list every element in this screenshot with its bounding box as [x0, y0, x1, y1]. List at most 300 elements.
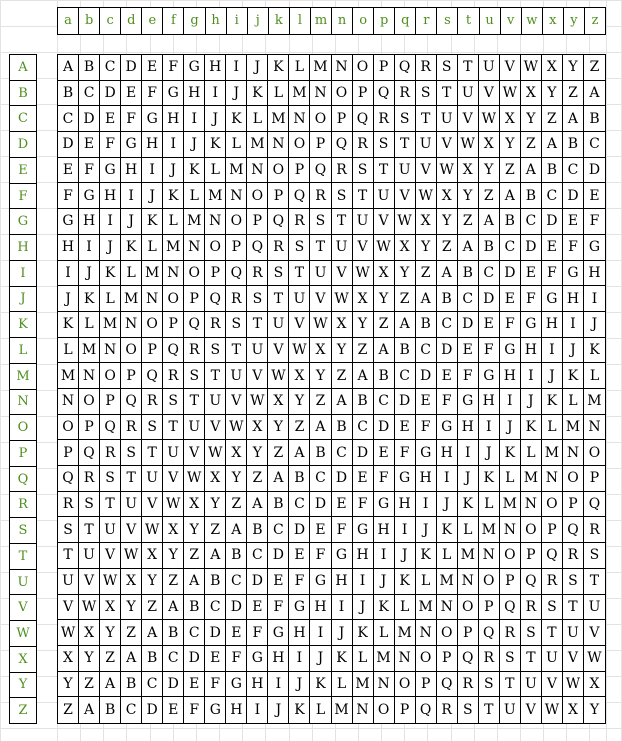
table-cell[interactable]: U [353, 209, 374, 235]
table-cell[interactable]: L [458, 517, 479, 543]
table-cell[interactable]: R [395, 81, 416, 107]
table-cell[interactable]: I [58, 261, 79, 287]
table-cell[interactable]: M [205, 183, 226, 209]
table-cell[interactable]: W [353, 261, 374, 287]
table-cell[interactable]: X [268, 389, 289, 415]
table-cell[interactable]: N [374, 672, 395, 698]
table-cell[interactable]: E [247, 595, 268, 621]
table-cell[interactable]: G [458, 389, 479, 415]
row-header-cell[interactable]: J [10, 286, 36, 312]
table-cell[interactable]: P [289, 158, 310, 184]
table-cell[interactable]: N [58, 389, 79, 415]
table-cell[interactable]: T [142, 440, 163, 466]
table-cell[interactable]: Z [479, 183, 500, 209]
table-cell[interactable]: Q [100, 415, 121, 441]
table-cell[interactable]: L [479, 492, 500, 518]
row-header-cell[interactable]: S [10, 517, 36, 543]
table-cell[interactable]: B [479, 235, 500, 261]
table-cell[interactable]: N [142, 286, 163, 312]
table-cell[interactable]: P [500, 569, 521, 595]
table-cell[interactable]: R [584, 517, 605, 543]
column-header-cell[interactable]: w [521, 8, 542, 34]
table-cell[interactable]: B [79, 55, 100, 81]
table-cell[interactable]: P [416, 672, 437, 698]
table-cell[interactable]: I [437, 466, 458, 492]
table-cell[interactable]: W [184, 466, 205, 492]
table-cell[interactable]: D [100, 81, 121, 107]
table-cell[interactable]: H [458, 415, 479, 441]
table-cell[interactable]: H [563, 286, 584, 312]
table-cell[interactable]: K [479, 466, 500, 492]
table-cell[interactable]: U [416, 132, 437, 158]
table-cell[interactable]: V [205, 415, 226, 441]
table-cell[interactable]: X [374, 261, 395, 287]
table-cell[interactable]: B [247, 517, 268, 543]
table-cell[interactable]: Q [58, 466, 79, 492]
table-cell[interactable]: S [121, 440, 142, 466]
column-header-cell[interactable]: o [352, 8, 373, 34]
column-header-cell[interactable]: g [183, 8, 204, 34]
table-cell[interactable]: N [184, 235, 205, 261]
table-cell[interactable]: S [353, 158, 374, 184]
table-cell[interactable]: G [563, 261, 584, 287]
table-cell[interactable]: S [58, 517, 79, 543]
table-cell[interactable]: Z [226, 492, 247, 518]
table-cell[interactable]: Q [268, 209, 289, 235]
table-cell[interactable]: G [521, 312, 542, 338]
row-header-cell[interactable]: Q [10, 466, 36, 492]
table-cell[interactable]: Y [458, 183, 479, 209]
table-cell[interactable]: D [374, 415, 395, 441]
table-cell[interactable]: B [458, 261, 479, 287]
table-cell[interactable]: V [332, 261, 353, 287]
table-cell[interactable]: Y [289, 389, 310, 415]
table-cell[interactable]: A [584, 81, 605, 107]
table-cell[interactable]: W [121, 543, 142, 569]
table-cell[interactable]: N [458, 569, 479, 595]
table-cell[interactable]: T [268, 286, 289, 312]
table-cell[interactable]: R [332, 158, 353, 184]
table-cell[interactable]: M [79, 338, 100, 364]
table-cell[interactable]: M [542, 440, 563, 466]
table-cell[interactable]: Z [310, 389, 331, 415]
table-cell[interactable]: L [542, 415, 563, 441]
table-cell[interactable]: H [142, 132, 163, 158]
table-cell[interactable]: O [542, 492, 563, 518]
table-cell[interactable]: F [563, 235, 584, 261]
table-cell[interactable]: A [205, 543, 226, 569]
table-cell[interactable]: E [163, 697, 184, 723]
table-cell[interactable]: V [247, 363, 268, 389]
table-cell[interactable]: D [205, 620, 226, 646]
table-cell[interactable]: Z [79, 672, 100, 698]
table-cell[interactable]: D [226, 595, 247, 621]
table-cell[interactable]: R [121, 415, 142, 441]
table-cell[interactable]: O [79, 389, 100, 415]
table-cell[interactable]: E [289, 543, 310, 569]
table-cell[interactable]: V [79, 569, 100, 595]
table-cell[interactable]: P [374, 55, 395, 81]
table-cell[interactable]: U [121, 492, 142, 518]
table-cell[interactable]: F [268, 595, 289, 621]
table-cell[interactable]: I [521, 363, 542, 389]
table-cell[interactable]: O [521, 517, 542, 543]
table-cell[interactable]: E [353, 466, 374, 492]
table-cell[interactable]: I [142, 158, 163, 184]
table-cell[interactable]: F [437, 389, 458, 415]
table-cell[interactable]: O [374, 697, 395, 723]
table-cell[interactable]: H [268, 646, 289, 672]
table-cell[interactable]: A [184, 569, 205, 595]
table-cell[interactable]: I [79, 235, 100, 261]
table-cell[interactable]: S [205, 338, 226, 364]
table-cell[interactable]: X [521, 81, 542, 107]
table-cell[interactable]: O [289, 132, 310, 158]
table-cell[interactable]: L [500, 466, 521, 492]
table-cell[interactable]: P [521, 543, 542, 569]
table-cell[interactable]: E [79, 132, 100, 158]
table-cell[interactable]: J [353, 595, 374, 621]
table-cell[interactable]: H [521, 338, 542, 364]
table-cell[interactable]: S [268, 261, 289, 287]
table-cell[interactable]: G [310, 569, 331, 595]
table-cell[interactable]: O [458, 595, 479, 621]
table-cell[interactable]: E [416, 389, 437, 415]
table-cell[interactable]: Z [437, 235, 458, 261]
table-cell[interactable]: T [247, 312, 268, 338]
table-cell[interactable]: L [395, 595, 416, 621]
table-cell[interactable]: M [563, 415, 584, 441]
row-header-cell[interactable]: R [10, 491, 36, 517]
table-cell[interactable]: S [584, 543, 605, 569]
table-cell[interactable]: Z [289, 415, 310, 441]
column-header-cell[interactable]: r [415, 8, 436, 34]
table-cell[interactable]: T [226, 338, 247, 364]
table-cell[interactable]: W [205, 440, 226, 466]
table-cell[interactable]: M [458, 543, 479, 569]
table-cell[interactable]: T [79, 517, 100, 543]
table-cell[interactable]: P [205, 261, 226, 287]
table-cell[interactable]: T [521, 646, 542, 672]
table-cell[interactable]: R [521, 595, 542, 621]
table-cell[interactable]: O [247, 183, 268, 209]
table-cell[interactable]: O [500, 543, 521, 569]
table-cell[interactable]: Q [374, 81, 395, 107]
table-cell[interactable]: H [416, 466, 437, 492]
table-cell[interactable]: C [500, 235, 521, 261]
table-cell[interactable]: P [121, 363, 142, 389]
table-cell[interactable]: R [416, 55, 437, 81]
table-cell[interactable]: U [479, 55, 500, 81]
table-cell[interactable]: V [395, 183, 416, 209]
table-cell[interactable]: Z [121, 620, 142, 646]
table-cell[interactable]: G [121, 132, 142, 158]
table-cell[interactable]: Q [542, 543, 563, 569]
table-cell[interactable]: J [79, 261, 100, 287]
column-header-cell[interactable]: u [479, 8, 500, 34]
column-header-cell[interactable]: f [162, 8, 183, 34]
table-cell[interactable]: L [563, 389, 584, 415]
table-cell[interactable]: K [310, 672, 331, 698]
table-cell[interactable]: H [184, 81, 205, 107]
table-cell[interactable]: E [268, 569, 289, 595]
table-cell[interactable]: I [268, 672, 289, 698]
table-cell[interactable]: P [437, 646, 458, 672]
table-cell[interactable]: E [142, 55, 163, 81]
table-cell[interactable]: I [374, 543, 395, 569]
column-header-cell[interactable]: v [500, 8, 521, 34]
table-cell[interactable]: W [563, 672, 584, 698]
table-cell[interactable]: O [58, 415, 79, 441]
table-cell[interactable]: Q [79, 440, 100, 466]
table-cell[interactable]: N [79, 363, 100, 389]
table-cell[interactable]: U [142, 466, 163, 492]
table-cell[interactable]: K [500, 440, 521, 466]
row-header-cell[interactable]: X [10, 646, 36, 672]
table-cell[interactable]: U [205, 389, 226, 415]
table-cell[interactable]: G [332, 543, 353, 569]
table-cell[interactable]: U [79, 543, 100, 569]
table-cell[interactable]: L [584, 363, 605, 389]
table-cell[interactable]: B [268, 492, 289, 518]
table-cell[interactable]: O [395, 672, 416, 698]
table-cell[interactable]: B [500, 209, 521, 235]
table-cell[interactable]: X [500, 106, 521, 132]
table-cell[interactable]: X [58, 646, 79, 672]
table-cell[interactable]: I [205, 81, 226, 107]
table-cell[interactable]: M [289, 81, 310, 107]
table-cell[interactable]: C [479, 261, 500, 287]
table-cell[interactable]: J [100, 235, 121, 261]
table-cell[interactable]: C [521, 209, 542, 235]
table-cell[interactable]: V [500, 55, 521, 81]
table-cell[interactable]: Y [589, 702, 600, 719]
table-cell[interactable]: Q [184, 312, 205, 338]
table-cell[interactable]: V [479, 81, 500, 107]
table-cell[interactable]: L [332, 672, 353, 698]
table-cell[interactable]: N [521, 492, 542, 518]
table-cell[interactable]: T [416, 106, 437, 132]
table-cell[interactable]: U [268, 312, 289, 338]
table-cell[interactable]: F [521, 286, 542, 312]
table-cell[interactable]: G [100, 158, 121, 184]
table-cell[interactable]: W [310, 312, 331, 338]
table-cell[interactable]: U [289, 286, 310, 312]
table-cell[interactable]: Y [332, 338, 353, 364]
table-cell[interactable]: N [205, 209, 226, 235]
table-cell[interactable]: N [479, 543, 500, 569]
table-cell[interactable]: S [395, 106, 416, 132]
table-cell[interactable]: O [100, 363, 121, 389]
table-cell[interactable]: J [184, 132, 205, 158]
table-cell[interactable]: P [479, 595, 500, 621]
table-cell[interactable]: L [184, 183, 205, 209]
table-cell[interactable]: I [289, 646, 310, 672]
table-cell[interactable]: G [247, 646, 268, 672]
table-cell[interactable]: F [310, 543, 331, 569]
table-cell[interactable]: R [100, 440, 121, 466]
table-cell[interactable]: W [395, 209, 416, 235]
table-cell[interactable]: O [437, 620, 458, 646]
table-cell[interactable]: R [58, 492, 79, 518]
table-cell[interactable]: Q [416, 697, 437, 723]
table-cell[interactable]: Q [247, 235, 268, 261]
table-cell[interactable]: E [500, 286, 521, 312]
table-cell[interactable]: R [500, 620, 521, 646]
column-header-cell[interactable]: x [542, 8, 563, 34]
table-cell[interactable]: D [121, 55, 142, 81]
table-cell[interactable]: U [332, 235, 353, 261]
table-cell[interactable]: G [58, 209, 79, 235]
row-header-cell[interactable]: V [10, 594, 36, 620]
table-cell[interactable]: H [374, 517, 395, 543]
table-cell[interactable]: M [437, 569, 458, 595]
table-cell[interactable]: M [142, 261, 163, 287]
table-cell[interactable]: O [584, 440, 605, 466]
table-cell[interactable]: A [268, 466, 289, 492]
table-cell[interactable]: J [163, 158, 184, 184]
row-header-cell[interactable]: A [18, 59, 28, 75]
table-cell[interactable]: P [395, 697, 416, 723]
table-cell[interactable]: A [395, 312, 416, 338]
table-cell[interactable]: X [142, 543, 163, 569]
table-cell[interactable]: D [353, 440, 374, 466]
table-cell[interactable]: R [479, 646, 500, 672]
table-cell[interactable]: C [184, 620, 205, 646]
table-cell[interactable]: T [332, 209, 353, 235]
table-cell[interactable]: T [100, 492, 121, 518]
table-cell[interactable]: U [163, 440, 184, 466]
table-cell[interactable]: K [247, 81, 268, 107]
table-cell[interactable]: I [563, 312, 584, 338]
row-header-cell[interactable]: Z [10, 697, 36, 723]
column-header-cell[interactable]: h [205, 8, 226, 34]
table-cell[interactable]: M [500, 492, 521, 518]
table-cell[interactable]: J [268, 697, 289, 723]
table-cell[interactable]: F [289, 569, 310, 595]
table-cell[interactable]: L [437, 543, 458, 569]
table-cell[interactable]: O [205, 235, 226, 261]
table-cell[interactable]: M [100, 312, 121, 338]
table-cell[interactable]: X [121, 569, 142, 595]
table-cell[interactable]: O [310, 106, 331, 132]
table-cell[interactable]: A [142, 620, 163, 646]
table-cell[interactable]: L [374, 620, 395, 646]
table-cell[interactable]: T [479, 697, 500, 723]
table-cell[interactable]: P [163, 312, 184, 338]
table-cell[interactable]: Q [310, 158, 331, 184]
column-header-cell[interactable]: m [310, 8, 331, 34]
table-cell[interactable]: S [542, 595, 563, 621]
table-cell[interactable]: O [563, 466, 584, 492]
table-cell[interactable]: W [100, 569, 121, 595]
table-cell[interactable]: N [563, 440, 584, 466]
table-cell[interactable]: M [247, 132, 268, 158]
table-cell[interactable]: A [374, 338, 395, 364]
table-cell[interactable]: O [184, 261, 205, 287]
table-cell[interactable]: B [332, 415, 353, 441]
table-cell[interactable]: D [563, 183, 584, 209]
table-cell[interactable]: F [184, 697, 205, 723]
column-header-cell[interactable]: t [457, 8, 478, 34]
table-cell[interactable]: Y [437, 209, 458, 235]
table-cell[interactable]: Z [142, 595, 163, 621]
table-cell[interactable]: G [437, 415, 458, 441]
table-cell[interactable]: A [100, 672, 121, 698]
table-cell[interactable]: F [416, 415, 437, 441]
table-cell[interactable]: J [584, 312, 605, 338]
table-cell[interactable]: Y [395, 261, 416, 287]
table-cell[interactable]: R [353, 132, 374, 158]
table-cell[interactable]: G [163, 81, 184, 107]
table-cell[interactable]: F [458, 363, 479, 389]
table-cell[interactable]: K [353, 620, 374, 646]
table-cell[interactable]: O [226, 209, 247, 235]
table-cell[interactable]: L [100, 286, 121, 312]
table-cell[interactable]: G [374, 492, 395, 518]
table-cell[interactable]: U [542, 646, 563, 672]
table-cell[interactable]: K [205, 132, 226, 158]
table-cell[interactable]: Y [79, 646, 100, 672]
table-cell[interactable]: Z [205, 517, 226, 543]
table-cell[interactable]: C [247, 543, 268, 569]
table-cell[interactable]: V [542, 672, 563, 698]
row-header-cell[interactable]: O [10, 414, 36, 440]
table-cell[interactable]: Y [310, 363, 331, 389]
table-cell[interactable]: F [163, 55, 184, 81]
table-cell[interactable]: L [163, 209, 184, 235]
table-cell[interactable]: I [458, 440, 479, 466]
table-cell[interactable]: D [521, 235, 542, 261]
table-cell[interactable]: Q [437, 672, 458, 698]
table-cell[interactable]: C [542, 183, 563, 209]
table-cell[interactable]: K [289, 697, 310, 723]
table-cell[interactable]: U [374, 183, 395, 209]
table-cell[interactable]: P [332, 106, 353, 132]
column-header-cell[interactable]: p [373, 8, 394, 34]
table-cell[interactable]: Y [247, 440, 268, 466]
table-cell[interactable]: O [353, 55, 374, 81]
table-cell[interactable]: N [584, 415, 605, 441]
table-cell[interactable]: A [542, 132, 563, 158]
table-cell[interactable]: N [332, 55, 353, 81]
table-cell[interactable]: Z [100, 646, 121, 672]
table-cell[interactable]: W [142, 517, 163, 543]
table-cell[interactable]: Z [584, 55, 605, 81]
table-cell[interactable]: G [79, 183, 100, 209]
table-cell[interactable]: E [521, 261, 542, 287]
table-cell[interactable]: G [268, 620, 289, 646]
table-cell[interactable]: N [416, 620, 437, 646]
table-cell[interactable]: V [563, 646, 584, 672]
table-cell[interactable]: C [226, 569, 247, 595]
table-cell[interactable]: H [479, 389, 500, 415]
table-cell[interactable]: H [226, 697, 247, 723]
table-cell[interactable]: Z [395, 286, 416, 312]
row-header-cell[interactable]: U [10, 569, 36, 595]
table-cell[interactable]: R [226, 286, 247, 312]
table-cell[interactable]: Y [163, 543, 184, 569]
table-cell[interactable]: P [142, 338, 163, 364]
table-cell[interactable]: M [395, 620, 416, 646]
table-cell[interactable]: Z [332, 363, 353, 389]
table-cell[interactable]: S [100, 466, 121, 492]
table-cell[interactable]: T [437, 81, 458, 107]
table-cell[interactable]: S [79, 492, 100, 518]
table-cell[interactable]: X [163, 517, 184, 543]
table-cell[interactable]: Q [163, 338, 184, 364]
table-cell[interactable]: J [374, 569, 395, 595]
